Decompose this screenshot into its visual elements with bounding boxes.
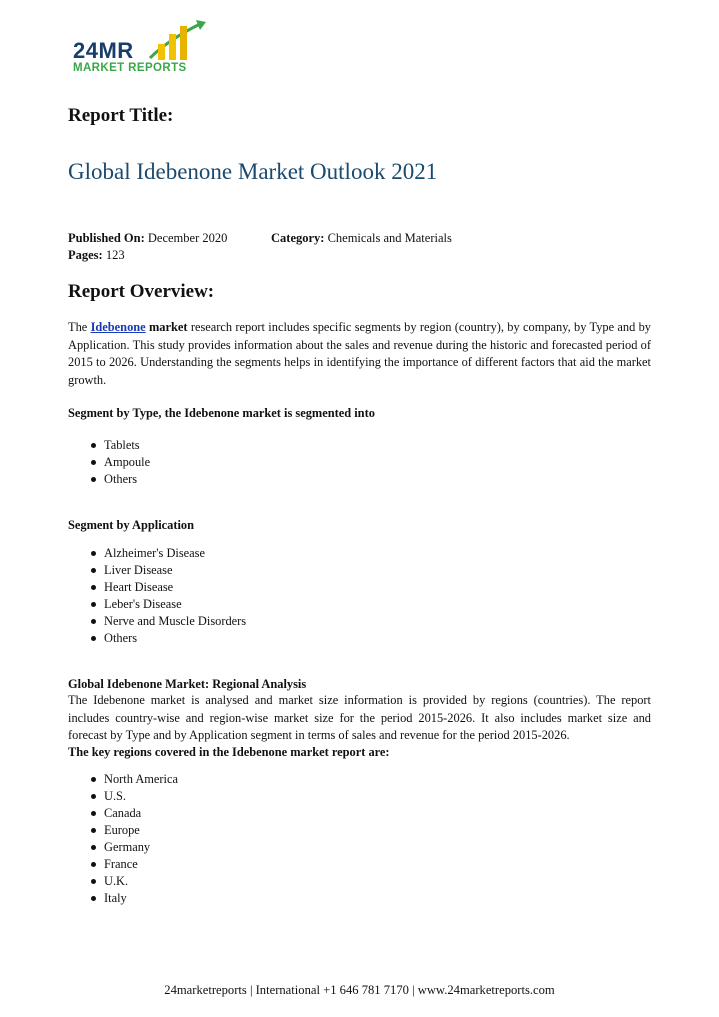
list-item: Ampoule: [68, 454, 150, 471]
list-item: Liver Disease: [68, 562, 246, 579]
logo-text-24mr: 24MR: [73, 38, 134, 63]
pages: [68, 248, 125, 263]
company-logo: [70, 18, 220, 78]
regional-analysis-heading: Global Idebenone Market: Regional Analysis: [68, 677, 307, 691]
key-regions-heading: The key regions covered in the Idebenone market report are:: [68, 745, 390, 759]
list-item: Germany: [68, 839, 178, 856]
list-item: Europe: [68, 822, 178, 839]
list-item: U.K.: [68, 873, 178, 890]
category: [271, 231, 452, 246]
logo-text-market-reports: MARKET REPORTS: [73, 62, 187, 74]
list-item: U.S.: [68, 788, 178, 805]
segment-by-application-heading: Segment by Application: [68, 518, 194, 532]
list-item: Tablets: [68, 437, 150, 454]
list-item: Canada: [68, 805, 178, 822]
overview-text-rest: research report includes specific segments by region (country), by company, by Type and by Application. This study provides information about the sales and revenue during the historic and forecasted period of 2015 to 2026. Understanding the segments helps in identifying the importance of different factors that aid the market growth.: [68, 320, 651, 387]
list-item: Heart Disease: [68, 579, 246, 596]
segment-type-list: [68, 437, 150, 488]
bar-chart-logo-icon: [148, 18, 210, 62]
pages-label: Pages:: [68, 248, 103, 262]
report-overview-paragraph: [68, 319, 651, 389]
segment-application-list: [68, 545, 246, 647]
category-label: Category:: [271, 231, 325, 245]
list-item: France: [68, 856, 178, 873]
published-on: [68, 231, 227, 246]
segment-by-type-heading: Segment by Type, the Idebenone market is segmented into: [68, 406, 375, 420]
list-item: Leber's Disease: [68, 596, 246, 613]
key-regions-list: [68, 771, 178, 907]
overview-bold-market: market: [148, 320, 188, 334]
idebenone-link[interactable]: Idebenone: [90, 320, 146, 334]
report-title-label: Report Title:: [68, 105, 174, 126]
list-item: North America: [68, 771, 178, 788]
list-item: Alzheimer's Disease: [68, 545, 246, 562]
list-item: Others: [68, 471, 150, 488]
list-item: Italy: [68, 890, 178, 907]
regional-analysis-paragraph: The Idebenone market is analysed and market size information is provided by regions (countries). The report includes country-wise and region-wise market size for the period 2015-2026. It also includes market size and forecast by Type and by Application segment in terms of sales and revenue for the period 2015-2026.: [68, 693, 651, 742]
list-item: Nerve and Muscle Disorders: [68, 613, 246, 630]
overview-text-start: The: [68, 320, 88, 334]
category-value: Chemicals and Materials: [327, 231, 452, 245]
report-title: Global Idebenone Market Outlook 2021: [68, 159, 438, 184]
pages-value: 123: [105, 248, 125, 262]
page-footer: 24marketreports | International +1 646 781 7170 | www.24marketreports.com: [164, 983, 555, 997]
published-value: December 2020: [147, 231, 228, 245]
report-overview-heading: Report Overview:: [68, 281, 215, 302]
published-label: Published On:: [68, 231, 145, 245]
list-item: Others: [68, 630, 246, 647]
